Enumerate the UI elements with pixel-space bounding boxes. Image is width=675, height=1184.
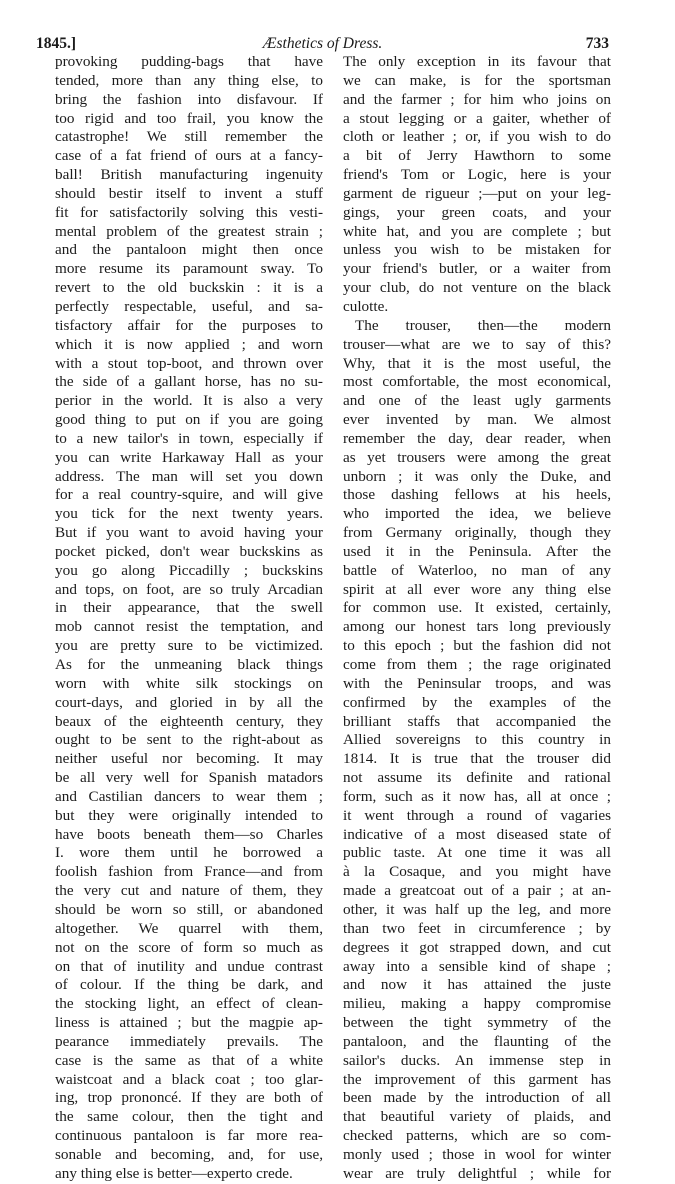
text-line: among our honest tars long previously (343, 618, 611, 636)
text-line: liness is attained ; but the magpie ap- (55, 1014, 323, 1032)
text-line: with a stout top-boot, and thrown over (55, 354, 323, 372)
text-line: to a new tailor's in town, especially if (55, 429, 323, 447)
text-line: unless you wish to be mistaken for (343, 241, 611, 259)
text-line: that beautiful variety of plaids, and (343, 1108, 611, 1126)
text-line: should be worn so still, or abandoned (55, 900, 323, 918)
text-line: pearance immediately prevails. The (55, 1032, 323, 1050)
text-line: who imported the idea, we believe (343, 505, 611, 523)
text-line: it went through a round of vagaries (343, 806, 611, 824)
text-line: as yet trousers were among the great (343, 448, 611, 466)
text-line: case is the same as that of a white (55, 1051, 323, 1069)
text-line: Why, that it is the most useful, the (343, 354, 611, 372)
text-line: garment de rigueur ;—put on your leg- (343, 184, 611, 202)
text-line: white hat, and you are complete ; but (343, 222, 611, 240)
text-line: As for the unmeaning black things (55, 656, 323, 673)
text-line: you tick for the next twenty years. (55, 505, 323, 523)
text-line: not on the score of form so much as (55, 938, 323, 956)
text-line: milieu, making a happy compromise (343, 995, 611, 1013)
text-line: address. The man will set you down (55, 467, 323, 485)
text-line: unborn ; it was only the Duke, and (343, 467, 611, 485)
text-line: you go along Piccadilly ; buckskins (55, 561, 323, 579)
text-line: and Castilian dancers to wear them ; (55, 787, 323, 805)
text-line: sonable and becoming, and, for use, (55, 1145, 323, 1163)
text-line: public taste. At one time it was all (343, 844, 611, 862)
text-line: ball! British manufacturing ingenuity (55, 166, 323, 184)
text-line: pantaloon, and the flaunting of the (343, 1032, 611, 1050)
text-line: perfectly respectable, useful, and sa- (55, 297, 323, 315)
text-line: catastrophe! We still remember the (55, 128, 323, 146)
text-line: more resume its paramount sway. To (55, 260, 323, 278)
running-title: Æsthetics of Dress. (262, 35, 383, 52)
text-line: come from them ; the rage originated (343, 656, 611, 673)
text-line: used it in the Peninsula. After the (343, 542, 611, 560)
text-line: confirmed by the examples of the (343, 693, 611, 711)
text-line: culotte. (343, 297, 389, 315)
left-text-column (55, 53, 323, 1184)
text-line: and the farmer ; for him who joins on (343, 90, 611, 108)
text-line: continuous pantaloon is far more rea- (55, 1127, 323, 1145)
text-line: brilliant staffs that accompanied the (343, 712, 611, 730)
text-line: form, such as it now has, all at once ; (343, 787, 611, 805)
text-line: other, it was half up the leg, and more (343, 900, 611, 918)
text-line: but they were originally intended to (55, 806, 323, 824)
text-line: than two feet in circumference ; by (343, 919, 611, 937)
text-line: neither useful nor becoming. It may (55, 750, 323, 768)
text-line: battle of Waterloo, no man of any (343, 561, 611, 579)
text-line: monly used ; those in wool for winter (343, 1145, 611, 1163)
right-text-column (343, 53, 611, 1184)
text-line: The trouser, then—the modern (355, 316, 611, 334)
text-line: Allied sovereigns to this country in (343, 731, 611, 749)
text-line: waistcoat and a black coat ; too glar- (55, 1070, 323, 1088)
text-line: ought to be sent to the right-about as (55, 731, 323, 749)
text-line: court-days, and gloried in by all the (55, 693, 323, 711)
text-line: beaux of the eighteenth century, they (55, 712, 323, 730)
text-line: your friend's butler, or a waiter from (343, 260, 611, 278)
text-line: foolish fashion from France—and from (55, 863, 323, 881)
text-line: be all very well for Spanish matadors (55, 769, 323, 787)
text-line: remember the day, dear reader, when (343, 429, 611, 447)
text-line: case of a fat friend of ours at a fancy- (55, 147, 323, 165)
text-line: worn with white silk stockings on (55, 674, 323, 692)
text-line: for a real country-squire, and will give (55, 486, 323, 504)
text-line: wear are truly delightful ; while for (343, 1164, 611, 1182)
text-line: friend's Tom or Logic, here is your (343, 166, 611, 184)
text-line: provoking pudding-bags that have (55, 53, 323, 70)
text-line: your club, do not venture on the black (343, 279, 611, 297)
text-line: The only exception in its favour that (343, 53, 611, 70)
text-line: and the pantaloon might then once (55, 241, 323, 259)
text-line: altogether. We quarrel with them, (55, 919, 323, 937)
text-line: perior in the world. It is also a very (55, 392, 323, 410)
text-line: trouser—what are we to say of this? (343, 335, 611, 353)
text-line: mob cannot resist the temptation, and (55, 618, 323, 636)
text-line: to this epoch ; but the fashion did not (343, 637, 611, 655)
text-line: But if you want to avoid having your (55, 524, 323, 542)
text-line: and one of the least ugly garments (343, 392, 611, 410)
text-line: tended, more than any thing else, to (55, 71, 323, 89)
text-line: checked patterns, which are so com- (343, 1127, 611, 1145)
text-line: the stocking light, an effect of clean- (55, 995, 323, 1013)
text-line: and now it has attained the juste (343, 976, 611, 994)
text-line: for common use. It existed, certainly, (343, 599, 611, 617)
text-line: have boots beneath them—so Charles (55, 825, 323, 843)
text-line: with the Peninsular troops, and was (343, 674, 611, 692)
text-line: you are pretty sure to be victimized. (55, 637, 323, 655)
text-line: I. wore them until he borrowed a (55, 844, 323, 862)
text-line: the side of a gallant horse, has no su- (55, 373, 323, 391)
text-line: of colour. If the thing be dark, and (55, 976, 323, 994)
text-line: bring the fashion into disfavour. If (55, 90, 323, 108)
text-line: sailor's ducks. An immense step in (343, 1051, 611, 1069)
year-bracket: 1845.] (36, 35, 77, 52)
text-line: degrees it got strapped down, and cut (343, 938, 611, 956)
text-line: ing, trop prononcé. If they are both of (55, 1089, 323, 1107)
text-line: and tops, on foot, are so truly Arcadian (55, 580, 323, 598)
text-line: we can make, is for the sportsman (343, 71, 611, 89)
text-line: 1814. It is true that the trouser did (343, 750, 611, 768)
text-line: indicative of a most diseased state of (343, 825, 611, 843)
text-line: gings, your green coats, and your (343, 203, 611, 221)
text-line: too rigid and too frail, you know the (55, 109, 323, 127)
text-line: the same colour, then the tight and (55, 1108, 323, 1126)
text-line: tisfactory affair for the purposes to (55, 316, 323, 334)
text-line: which it is now applied ; and worn (55, 335, 323, 353)
text-line: been made by the introduction of all (343, 1089, 611, 1107)
text-line: the very cut and nature of them, they (55, 882, 323, 900)
text-line: in their appearance, that the swell (55, 599, 323, 617)
text-line: any thing else is better—experto crede. (55, 1164, 293, 1182)
text-line: the improvement of this garment has (343, 1070, 611, 1088)
text-line: à la Cosaque, and you might have (343, 863, 611, 881)
text-line: ever invented by man. We almost (343, 411, 611, 429)
text-line: between the tight symmetry of the (343, 1014, 611, 1032)
text-line: away into a sensible kind of shape ; (343, 957, 611, 975)
text-line: should bestir itself to invent a stuff (55, 184, 323, 202)
text-line: revert to the old buckskin : it is a (55, 279, 323, 297)
text-line: made a greatcoat out of a pair ; at an- (343, 882, 611, 900)
text-line: those dashing fellows at his heels, (343, 486, 611, 504)
text-line: spirit at all ever wore any thing else (343, 580, 611, 598)
text-line: a stout legging or a gaiter, whether of (343, 109, 611, 127)
text-line: pocket picked, don't wear buckskins as (55, 542, 323, 560)
text-line: most comfortable, the most economical, (343, 373, 611, 391)
text-line: cloth or leather ; or, if you wish to do (343, 128, 611, 146)
text-line: not assume its definite and rational (343, 769, 611, 787)
text-line: you can write Harkaway Hall as your (55, 448, 323, 466)
text-line: mental problem of the greatest strain ; (55, 222, 323, 240)
text-line: fit for satisfactorily solving this vesti- (55, 203, 323, 221)
text-line: good thing to put on if you are going (55, 411, 323, 429)
page-number: 733 (585, 35, 609, 52)
running-head (36, 33, 609, 55)
text-line: a bit of Jerry Hawthorn to some (343, 147, 611, 165)
text-line: from Germany originally, though they (343, 524, 611, 542)
text-line: on that of inutility and undue contrast (55, 957, 323, 975)
